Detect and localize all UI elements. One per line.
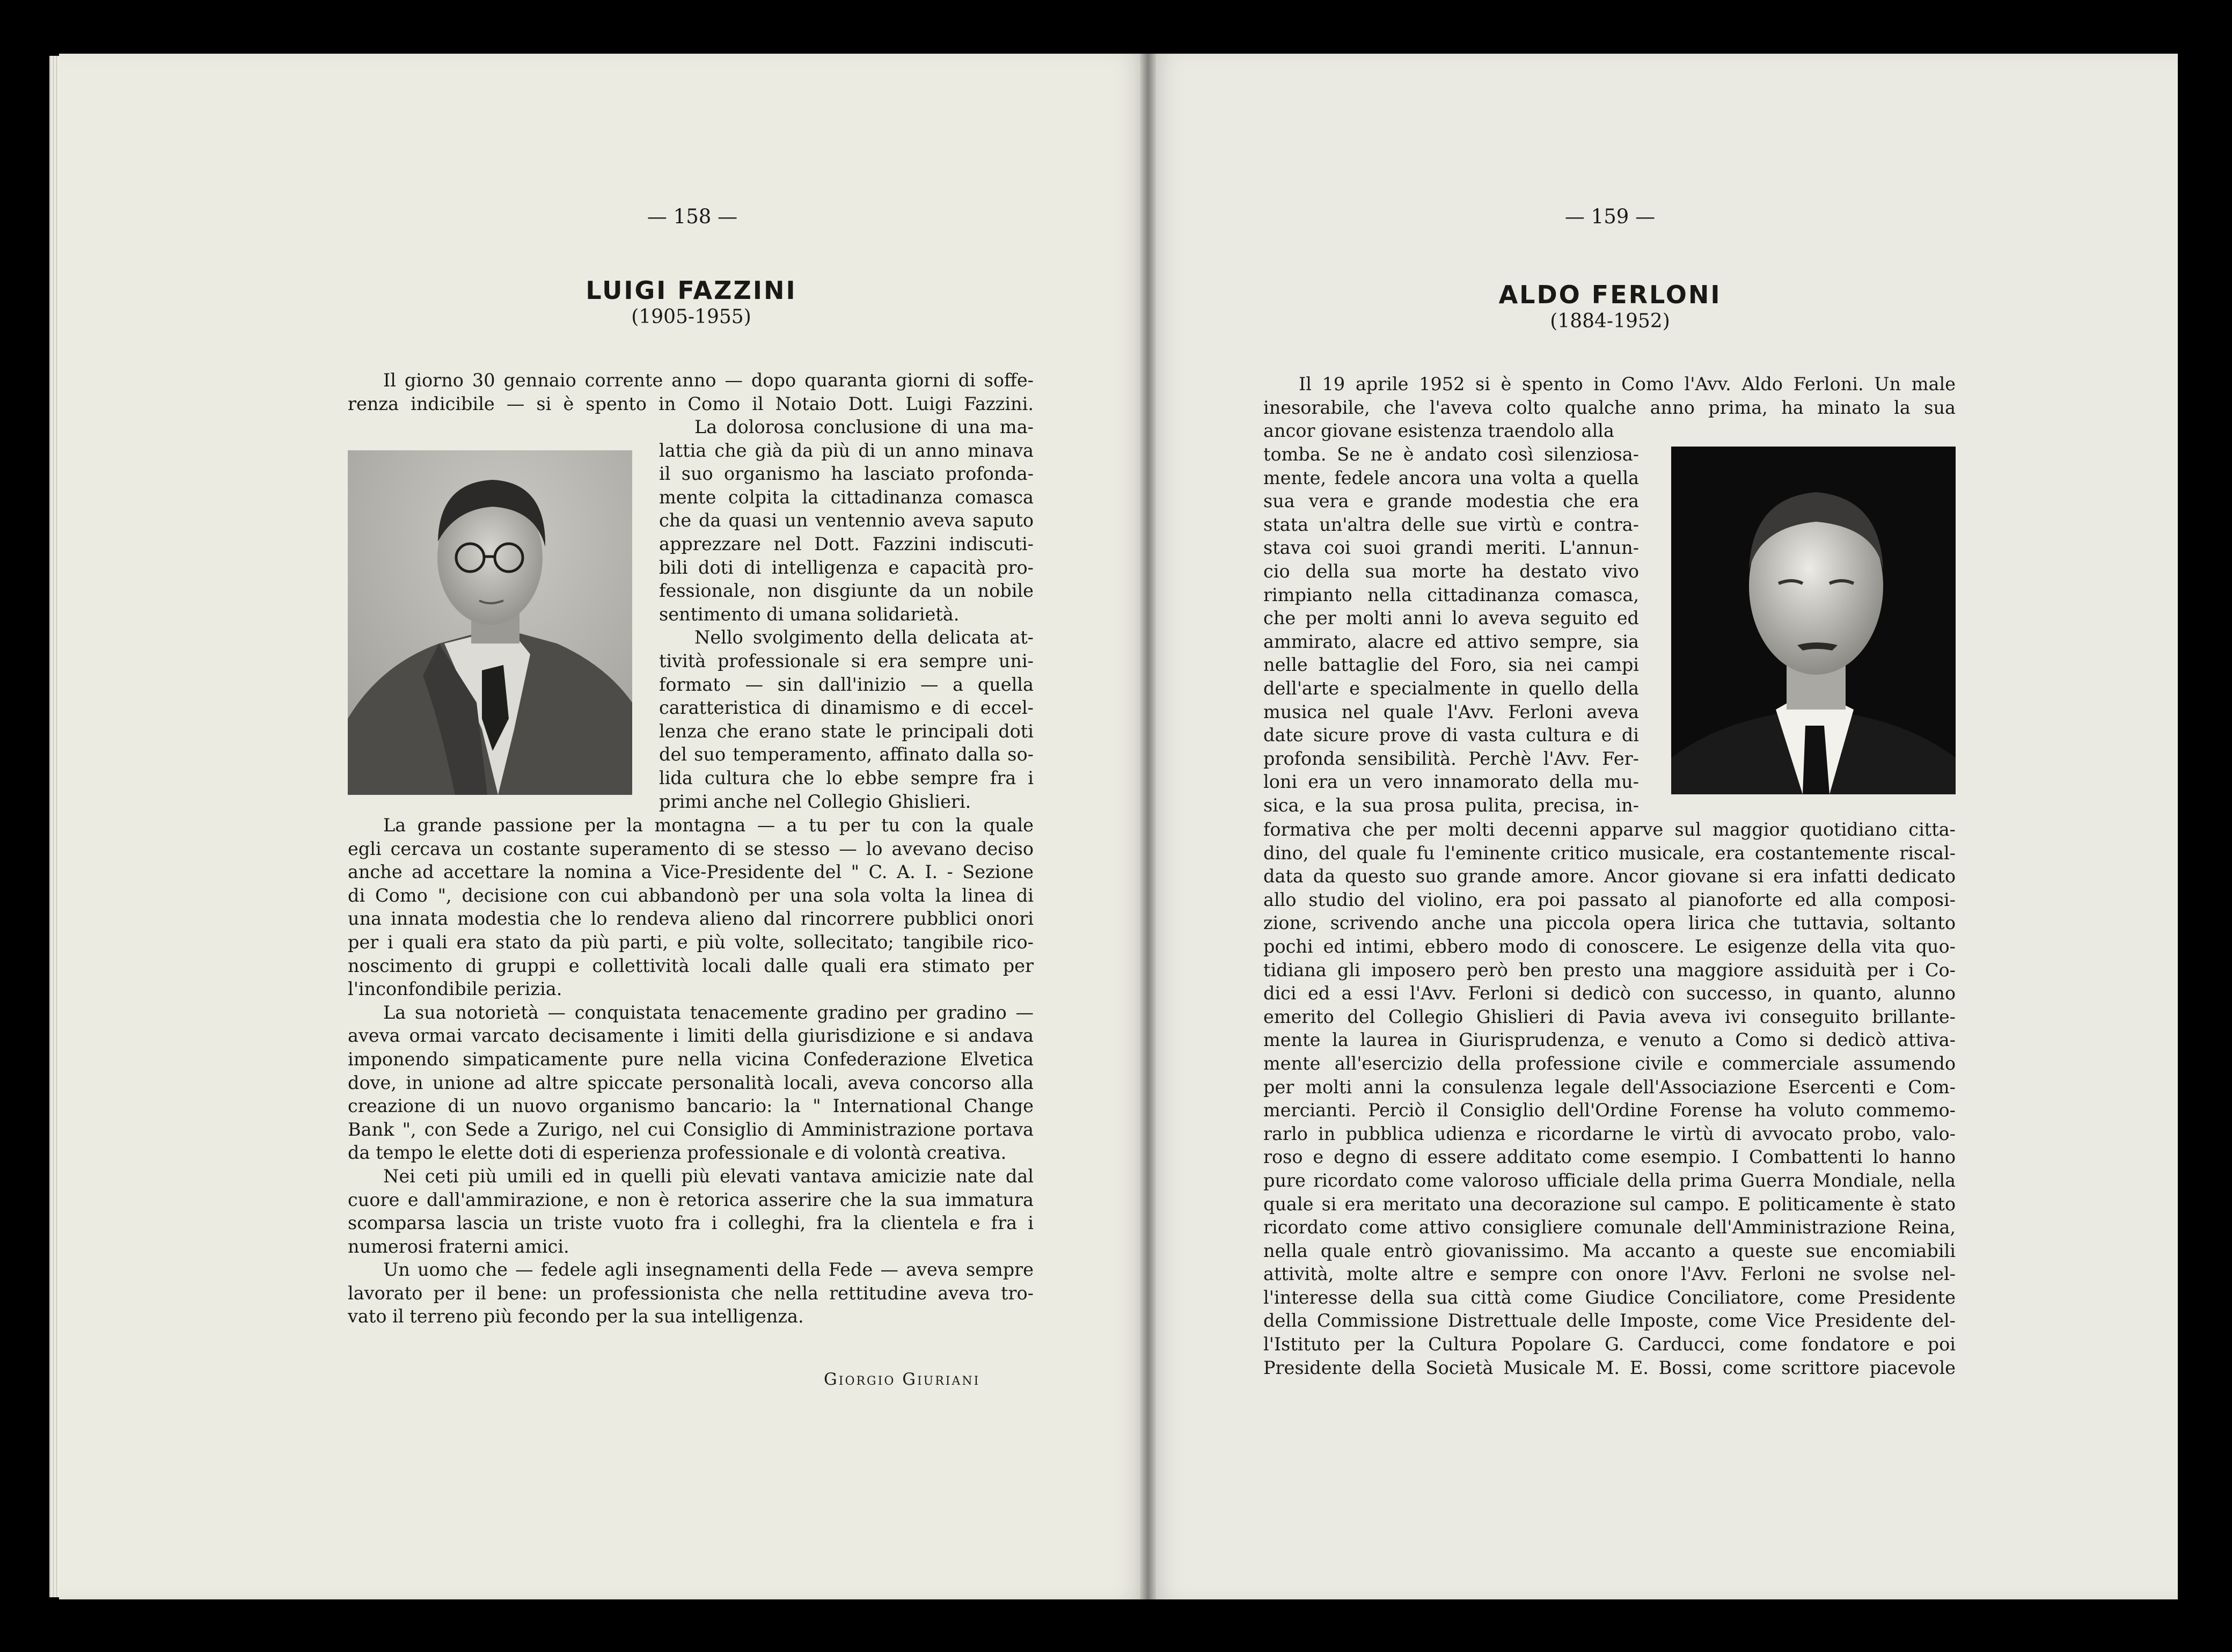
text-line: che da quasi un ventennio aveva saputo [659,510,1034,531]
text-line: primi anche nel Collegio Ghislieri. [659,791,971,812]
fazzini-intro [348,369,1034,415]
text-line: Il giorno 30 gennaio corrente anno — dopo quaranta giorni di soffe- [383,370,1034,391]
text-line: dove, in unione ad altre spiccate personalità locali, aveva concorso alla [348,1072,1034,1093]
text-line: anche ad accettare la nomina a Vice-Presidente del " C. A. I. - Sezione [348,861,1034,883]
fazzini-beside-photo [659,415,1034,813]
text-line: renza indicibile — si è spento in Como il Notaio Dott. Luigi Fazzini. [348,393,1034,414]
text-line: cio della sua morte ha destato vivo [1263,560,1639,582]
portrait-aldo-ferloni [1671,447,1956,794]
text-line: cuore e dall'ammirazione, e non è retorica asserire che la sua immatura [348,1189,1034,1210]
text-line: lattia che già da più di un anno minava [659,440,1034,461]
page-number-158: — 158 — [647,205,738,228]
text-line: ammirato, alacre ed attivo sempre, sia [1263,631,1639,652]
text-line: che per molti anni lo aveva seguito ed [1263,608,1639,629]
ferloni-intro [1263,372,1956,443]
text-line: vato il terreno più fecondo per la sua intelligenza. [348,1306,804,1327]
text-line: pochi ed intimi, ebbero modo di conoscere. Le esigenze della vita quo- [1263,935,1956,957]
text-line: lavorato per il bene: un professionista che nella rettitudine aveva tro- [348,1282,1034,1304]
text-line: pure ricordato come valoroso ufficiale della prima Guerra Mondiale, nella [1263,1169,1956,1191]
text-line: tomba. Se ne è andato così silenziosa- [1263,444,1639,465]
text-line: dici ed a essi l'Avv. Ferloni si dedicò con successo, in quanto, alunno [1263,983,1956,1004]
text-line: sua vera e grande modestia che era [1263,491,1639,512]
text-line: per i quali era stato da più parti, e più volte, sollecitato; tangibile rico- [348,931,1034,953]
text-line: dell'arte e specialmente in quello della [1263,677,1639,699]
title-aldo-ferloni: ALDO FERLONI [1498,280,1722,309]
text-line: caratteristica di dinamismo e di eccel- [659,697,1034,719]
text-line: loni era un vero innamorato della mu- [1263,771,1639,793]
text-line: apprezzare nel Dott. Fazzini indiscuti- [659,533,1034,554]
text-line: profonda sensibilità. Perchè l'Avv. Fer- [1263,748,1639,769]
text-line: stava coi suoi grandi meriti. L'annun- [1263,537,1639,559]
text-line: data da questo suo grande amore. Ancor giovane si era infatti dedicato [1263,866,1956,887]
text-line: zione, scrivendo anche una piccola opera lirica che tuttavia, soltanto [1263,912,1956,934]
dates-ferloni: (1884-1952) [1550,310,1670,332]
text-line: mente la laurea in Giurisprudenza, e venuto a Como si dedicò attiva- [1263,1029,1956,1051]
text-line: attività, molte altre e sempre con onore l'Avv. Ferloni ne svolse nel- [1263,1263,1956,1285]
text-line: egli cercava un costante superamento di se stesso — lo avevano deciso [348,838,1034,859]
text-line: rimpianto nella cittadinanza comasca, [1263,584,1639,605]
text-line: lenza che erano state le principali doti [659,720,1034,742]
text-line: l'interesse della sua città come Giudice Conciliatore, come Presidente [1263,1286,1956,1308]
text-line: Nello svolgimento della delicata at- [694,627,1034,648]
text-line: l'inconfondibile perizia. [348,978,562,1000]
text-line: dino, del quale fu l'eminente critico musicale, era costantemente riscal- [1263,842,1956,864]
portrait-luigi-fazzini [348,450,632,795]
text-line: inesorabile, che l'aveva colto qualche anno prima, ha minato la sua [1263,397,1956,418]
text-line: La dolorosa conclusione di una ma- [694,416,1034,437]
text-line: Bank ", con Sede a Zurigo, nel cui Consiglio di Amministrazione portava [348,1119,1034,1140]
text-line: La sua notorietà — conquistata tenacemente gradino per gradino — [383,1002,1034,1023]
text-line: l'Istituto per la Cultura Popolare G. Carducci, come fondatore e poi [1263,1334,1956,1355]
text-line: Presidente della Società Musicale M. E. Bossi, come scrittore piacevole [1263,1357,1956,1378]
text-line: da tempo le elette doti di esperienza professionale e di volontà creativa. [348,1142,1007,1164]
text-line: del suo temperamento, affinato dalla so- [659,744,1034,765]
text-line: sentimento di umana solidarietà. [659,603,960,625]
text-line: sica, e la sua prosa pulita, precisa, in- [1263,794,1639,816]
text-line: date sicure prove di vasta cultura e di [1263,725,1639,746]
text-line: di Como ", decisione con cui abbandonò per una sola volta la linea di [348,885,1034,906]
ferloni-beside-photo [1263,443,1639,817]
text-line: una innata modestia che lo rendeva alieno dal rincorrere pubblici onori [348,908,1034,930]
text-line: formato — sin dall'inizio — a quella [659,674,1034,695]
text-line: mente all'esercizio della professione civile e commerciale assumendo [1263,1052,1956,1074]
text-line: rarlo in pubblica udienza e ricordarne le virtù di avvocato probo, valo- [1263,1123,1956,1144]
dates-fazzini: (1905-1955) [631,306,751,328]
text-line: stata un'altra delle sue virtù e contra- [1263,514,1639,535]
signature-giorgio-giuriani: Giorgio Giuriani [824,1370,980,1389]
text-line: per molti anni la consulenza legale dell'Associazione Esercenti e Com- [1263,1076,1956,1098]
text-line: Un uomo che — fedele agli insegnamenti della Fede — aveva sempre [383,1259,1034,1281]
text-line: noscimento di gruppi e collettività locali dalle quali era stimato per [348,955,1034,976]
text-line: Nei ceti più umili ed in quelli più elevati vantava amicizie nate dal [383,1165,1034,1187]
text-line: fessionale, non disgiunte da un nobile [659,580,1034,602]
text-line: nelle battaglie del Foro, sia nei campi [1263,654,1639,676]
text-line: numerosi fraterni amici. [348,1236,569,1257]
text-line: nella quale entrò giovanissimo. Ma accanto a queste sue encomiabili [1263,1240,1956,1261]
text-line: lida cultura che lo ebbe sempre fra i [659,767,1034,788]
ferloni-body [1263,818,1956,1379]
text-line: mente, fedele ancora una volta a quella [1263,467,1639,488]
text-line: emerito del Collegio Ghislieri di Pavia aveva ivi conseguito brillante- [1263,1006,1956,1027]
text-line: roso e degno di essere additato come esempio. I Combattenti lo hanno [1263,1146,1956,1168]
text-line: scomparsa lascia un triste vuoto fra i colleghi, fra la clientela e fra i [348,1212,1034,1234]
text-line: tività professionale si era sempre uni- [659,650,1034,671]
text-line: La grande passione per la montagna — a tu per tu con la quale [383,815,1034,836]
text-line: ricordato come attivo consigliere comunale dell'Amministrazione Reina, [1263,1217,1956,1238]
text-line: creazione di un nuovo organismo bancario: la " International Change [348,1095,1034,1117]
text-line: imponendo simpaticamente pure nella vicina Confederazione Elvetica [348,1048,1034,1070]
text-line: musica nel quale l'Avv. Ferloni aveva [1263,701,1639,722]
text-line: della Commissione Distrettuale delle Imposte, come Vice Presidente del- [1263,1310,1956,1332]
text-line: il suo organismo ha lasciato profonda- [659,463,1034,485]
text-line: quale si era meritato una decorazione sul campo. E politicamente è stato [1263,1193,1956,1215]
text-line: Il 19 aprile 1952 si è spento in Como l'Avv. Aldo Ferloni. Un male [1299,374,1956,394]
text-line: ancor giovane esistenza traendolo alla [1263,420,1614,442]
title-luigi-fazzini: LUIGI FAZZINI [586,276,797,305]
text-line: mercianti. Perciò il Consiglio dell'Ordine Forense ha voluto commemo- [1263,1100,1956,1121]
fazzini-body [348,814,1034,1328]
text-line: allo studio del violino, era poi passato al pianoforte ed alla composi- [1263,889,1956,910]
text-line: bili doti di intelligenza e capacità pro- [659,557,1034,578]
text-line: mente colpita la cittadinanza comasca [659,486,1034,508]
text-line: tidiana gli imposero però ben presto una maggiore assiduità per i Co- [1263,959,1956,981]
text-line: aveva ormai varcato decisamente i limiti della giurisdizione e si andava [348,1025,1034,1047]
text-line: formativa che per molti decenni apparve sul maggior quotidiano citta- [1263,819,1956,840]
book-spine [1140,54,1156,1599]
page-number-159: — 159 — [1564,205,1656,228]
